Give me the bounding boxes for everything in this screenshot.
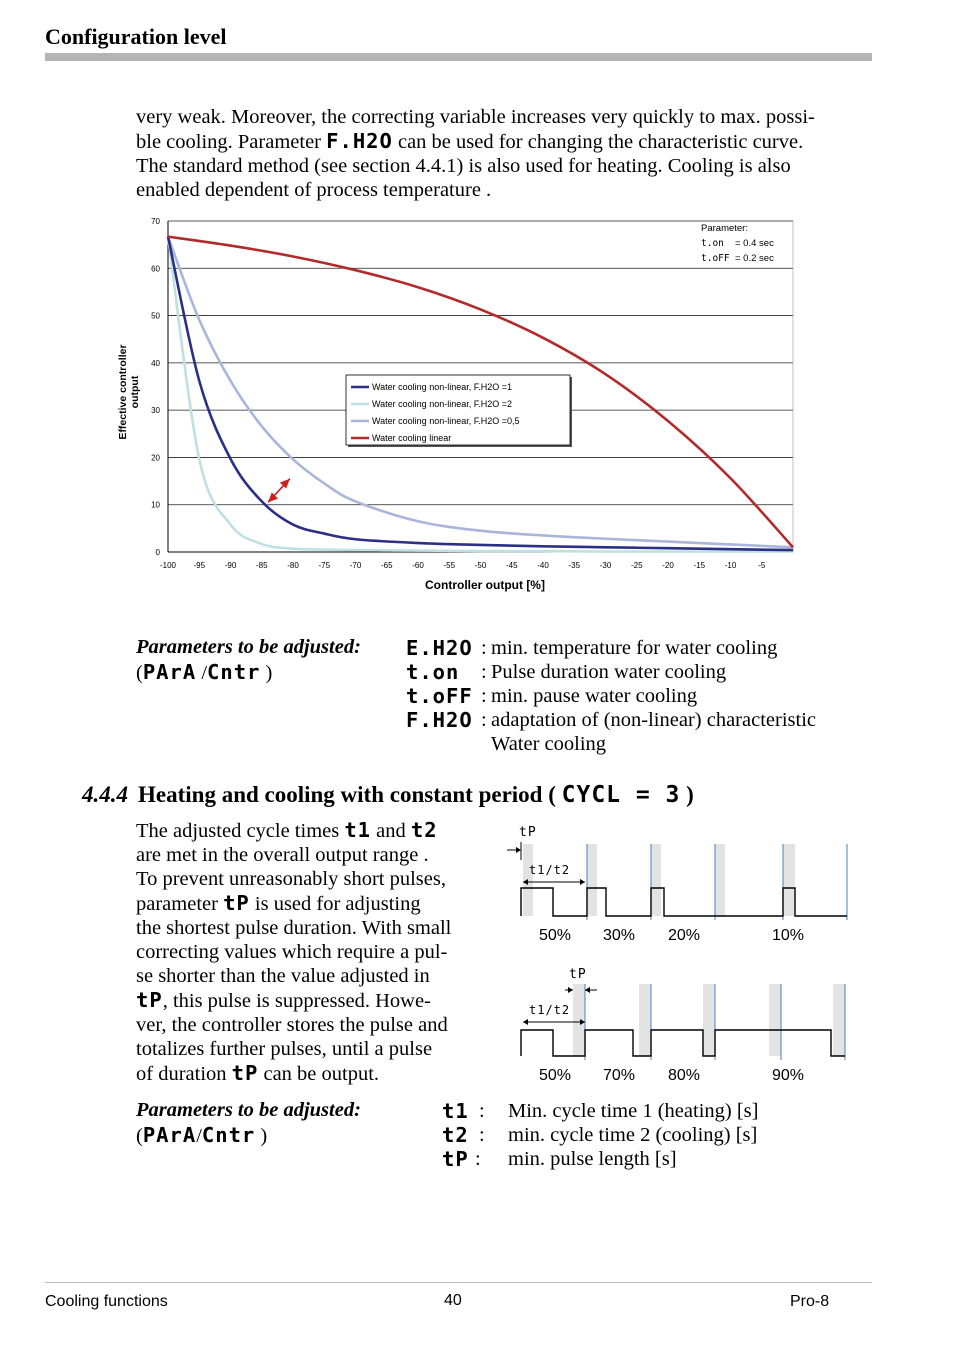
param-code: tP bbox=[442, 1147, 469, 1171]
cycle-arrow-head bbox=[580, 879, 585, 885]
paren: ( bbox=[136, 662, 143, 684]
param-description: adaptation of (non-linear) characteristic bbox=[491, 709, 816, 731]
body-line: the shortest pulse duration. With small bbox=[136, 917, 452, 939]
body-text: of duration bbox=[136, 1063, 232, 1085]
param-code: t.oFF bbox=[406, 684, 473, 708]
params1-menu-path bbox=[136, 660, 272, 685]
tp-band bbox=[651, 844, 661, 916]
param-row bbox=[442, 1099, 862, 1123]
param-colon: : bbox=[479, 1124, 485, 1146]
x-tick-label: -35 bbox=[568, 561, 581, 570]
path-separator: / bbox=[196, 1125, 202, 1147]
annotation-code: t.oFF bbox=[701, 253, 730, 264]
param-code-tp: tP bbox=[231, 1061, 259, 1085]
body-text: and bbox=[371, 820, 411, 842]
body-line: se shorter than the value adjusted in bbox=[136, 965, 430, 987]
paren: ) bbox=[260, 1125, 268, 1147]
param-colon: : bbox=[475, 1148, 481, 1170]
param-code-t1: t1 bbox=[344, 818, 372, 842]
params2-menu-path bbox=[136, 1123, 267, 1148]
tp-arrow-head bbox=[585, 987, 590, 993]
param-row bbox=[406, 708, 876, 732]
y-tick-label: 10 bbox=[151, 500, 160, 510]
duty-label: 10% bbox=[771, 927, 805, 944]
cycl-code: CYCL = 3 bbox=[561, 782, 681, 808]
pulse-trace bbox=[521, 888, 847, 916]
footer-divider bbox=[45, 1282, 872, 1283]
tp-arrow-head bbox=[568, 987, 573, 993]
param-code: F.H2O bbox=[406, 708, 473, 732]
footer-product: Pro-8 bbox=[790, 1293, 830, 1310]
params2-title: Parameters to be adjusted: bbox=[136, 1099, 361, 1121]
body-text: , this pulse is suppressed. Howe- bbox=[162, 990, 431, 1012]
intro-line: The standard method (see section 4.4.1) is also used for heating. Cooling is also bbox=[136, 155, 791, 177]
tp-band bbox=[783, 844, 795, 916]
tp-band bbox=[703, 984, 715, 1056]
x-tick-label: -15 bbox=[693, 561, 706, 570]
params1-list bbox=[406, 636, 876, 756]
y-tick-label: 30 bbox=[151, 406, 160, 416]
menu-code-para: PArA bbox=[142, 1123, 197, 1147]
cycle-time-label: t1/t2 bbox=[529, 863, 571, 877]
param-row bbox=[406, 684, 876, 708]
legend-label: Water cooling non-linear, F.H2O =2 bbox=[372, 399, 512, 409]
x-tick-label: -70 bbox=[349, 561, 362, 570]
x-tick-label: -90 bbox=[224, 561, 237, 570]
x-tick-label: -40 bbox=[537, 561, 549, 570]
tp-band bbox=[833, 984, 845, 1056]
section-number: 4.4.4 bbox=[82, 782, 128, 807]
duty-label: 30% bbox=[602, 927, 636, 944]
footer-section: Cooling functions bbox=[45, 1293, 168, 1310]
tp-band bbox=[715, 844, 725, 916]
duty-label: 20% bbox=[667, 927, 701, 944]
param-code-t2: t2 bbox=[410, 818, 438, 842]
annotation-code: t.on bbox=[701, 238, 724, 249]
tp-band bbox=[769, 984, 781, 1056]
y-tick-label: 60 bbox=[151, 264, 160, 274]
body-text: can be output. bbox=[258, 1063, 380, 1085]
body-line bbox=[136, 818, 496, 843]
body-text: The adjusted cycle times bbox=[136, 820, 345, 842]
menu-code-cntr: Cntr bbox=[207, 660, 261, 684]
duty-label: 80% bbox=[667, 1067, 701, 1084]
y-tick-label: 40 bbox=[151, 358, 160, 368]
params2-list bbox=[442, 1099, 862, 1171]
x-tick-label: -30 bbox=[599, 561, 612, 570]
x-tick-label: -80 bbox=[287, 561, 299, 570]
section-heading bbox=[82, 782, 694, 808]
annotation-title: Parameter: bbox=[701, 223, 748, 234]
param-colon: : bbox=[481, 685, 487, 707]
x-tick-label: -95 bbox=[193, 561, 206, 570]
x-tick-label: -25 bbox=[630, 561, 643, 570]
body-line bbox=[136, 988, 496, 1013]
menu-code-para: PArA bbox=[142, 660, 197, 684]
duty-label: 50% bbox=[538, 1067, 572, 1084]
x-tick-label: -45 bbox=[505, 561, 518, 570]
x-tick-label: -5 bbox=[758, 561, 766, 570]
tp-label: tP bbox=[569, 967, 587, 982]
section-title: ) bbox=[680, 782, 694, 807]
param-description: min. pause water cooling bbox=[491, 685, 698, 707]
menu-code-cntr: Cntr bbox=[201, 1123, 256, 1147]
x-tick-label: -55 bbox=[443, 561, 456, 570]
tp-band bbox=[639, 984, 651, 1056]
param-row bbox=[406, 636, 876, 660]
legend-label: Water cooling non-linear, F.H2O =0,5 bbox=[372, 416, 520, 426]
page-number: 40 bbox=[444, 1292, 462, 1309]
x-tick-label: -10 bbox=[724, 561, 737, 570]
param-row bbox=[406, 660, 876, 684]
chart-y-axis-label: Effective controller output bbox=[117, 344, 141, 440]
annotation-value: = 0.4 sec bbox=[735, 238, 774, 249]
x-tick-label: -20 bbox=[662, 561, 674, 570]
param-description: min. pulse length [s] bbox=[508, 1148, 677, 1170]
cooling-characteristic-chart bbox=[140, 210, 810, 580]
section-body bbox=[136, 818, 496, 1086]
intro-line bbox=[136, 129, 876, 154]
intro-line: enabled dependent of process temperature . bbox=[136, 179, 492, 201]
param-colon: : bbox=[481, 709, 487, 731]
param-code: t.on bbox=[406, 660, 460, 684]
body-text: parameter bbox=[136, 893, 224, 915]
intro-text: ble cooling. Parameter bbox=[136, 131, 327, 153]
path-separator: / bbox=[201, 662, 208, 684]
paren: ) bbox=[265, 662, 273, 684]
param-row bbox=[442, 1123, 862, 1147]
body-line: correcting values which require a pul- bbox=[136, 941, 448, 963]
tp-arrow-head bbox=[516, 847, 521, 853]
body-line bbox=[136, 1061, 496, 1086]
body-line: totalizes further pulses, until a pulse bbox=[136, 1038, 433, 1060]
x-tick-label: -60 bbox=[412, 561, 424, 570]
param-row bbox=[442, 1147, 862, 1171]
pulse-diagram-top bbox=[505, 820, 865, 950]
param-code-tp: tP bbox=[136, 988, 163, 1012]
body-text: is used for adjusting bbox=[249, 893, 421, 915]
params1-title: Parameters to be adjusted: bbox=[136, 636, 361, 658]
pulse-trace bbox=[521, 1030, 845, 1056]
param-description: min. cycle time 2 (cooling) [s] bbox=[508, 1124, 758, 1146]
tp-label: tP bbox=[519, 825, 537, 840]
y-tick-label: 20 bbox=[151, 453, 160, 463]
duty-label: 50% bbox=[538, 927, 572, 944]
x-tick-label: -100 bbox=[159, 561, 177, 570]
param-colon: : bbox=[479, 1100, 485, 1122]
param-code-tp: tP bbox=[223, 891, 250, 915]
param-colon: : bbox=[481, 637, 487, 659]
param-code: t2 bbox=[442, 1123, 469, 1147]
param-colon: : bbox=[481, 661, 487, 683]
intro-line: very weak. Moreover, the correcting variable increases very quickly to max. possi- bbox=[136, 106, 815, 128]
page-header-title: Configuration level bbox=[45, 24, 227, 49]
body-line: ver, the controller stores the pulse and bbox=[136, 1014, 448, 1036]
param-description: min. temperature for water cooling bbox=[491, 637, 778, 659]
x-tick-label: -50 bbox=[474, 561, 487, 570]
body-line: To prevent unreasonably short pulses, bbox=[136, 868, 446, 890]
param-code: t1 bbox=[442, 1099, 469, 1123]
param-description: Water cooling bbox=[491, 733, 607, 755]
tp-band bbox=[587, 844, 597, 916]
param-row bbox=[406, 732, 876, 756]
x-tick-label: -65 bbox=[380, 561, 393, 570]
tp-band bbox=[573, 984, 585, 1056]
y-tick-label: 50 bbox=[151, 311, 160, 321]
pulse-diagram-bottom bbox=[505, 960, 865, 1090]
annotation-value: = 0.2 sec bbox=[735, 253, 774, 264]
y-tick-label: 70 bbox=[151, 217, 160, 226]
cycle-arrow-head bbox=[523, 1019, 528, 1025]
x-tick-label: -75 bbox=[318, 561, 331, 570]
param-code: E.H2O bbox=[406, 636, 473, 660]
intro-paragraph bbox=[136, 105, 876, 202]
duty-label: 90% bbox=[771, 1067, 805, 1084]
duty-label: 70% bbox=[602, 1067, 636, 1084]
body-line bbox=[136, 891, 496, 916]
cycle-time-label: t1/t2 bbox=[529, 1003, 571, 1017]
param-code-fh2o: F.H2O bbox=[326, 129, 393, 153]
intro-text: can be used for changing the characteristic curve. bbox=[392, 131, 804, 153]
legend-label: Water cooling linear bbox=[372, 433, 452, 443]
header-divider bbox=[45, 53, 872, 61]
y-tick-label: 0 bbox=[155, 548, 160, 557]
section-title: Heating and cooling with constant period ( bbox=[138, 782, 562, 807]
chart-x-axis-label: Controller output [%] bbox=[425, 578, 545, 592]
paren: ( bbox=[136, 1125, 143, 1147]
param-description: Min. cycle time 1 (heating) [s] bbox=[508, 1100, 759, 1122]
body-line: are met in the overall output range . bbox=[136, 844, 429, 866]
param-description: Pulse duration water cooling bbox=[491, 661, 727, 683]
legend-label: Water cooling non-linear, F.H2O =1 bbox=[372, 382, 512, 392]
x-tick-label: -85 bbox=[255, 561, 268, 570]
